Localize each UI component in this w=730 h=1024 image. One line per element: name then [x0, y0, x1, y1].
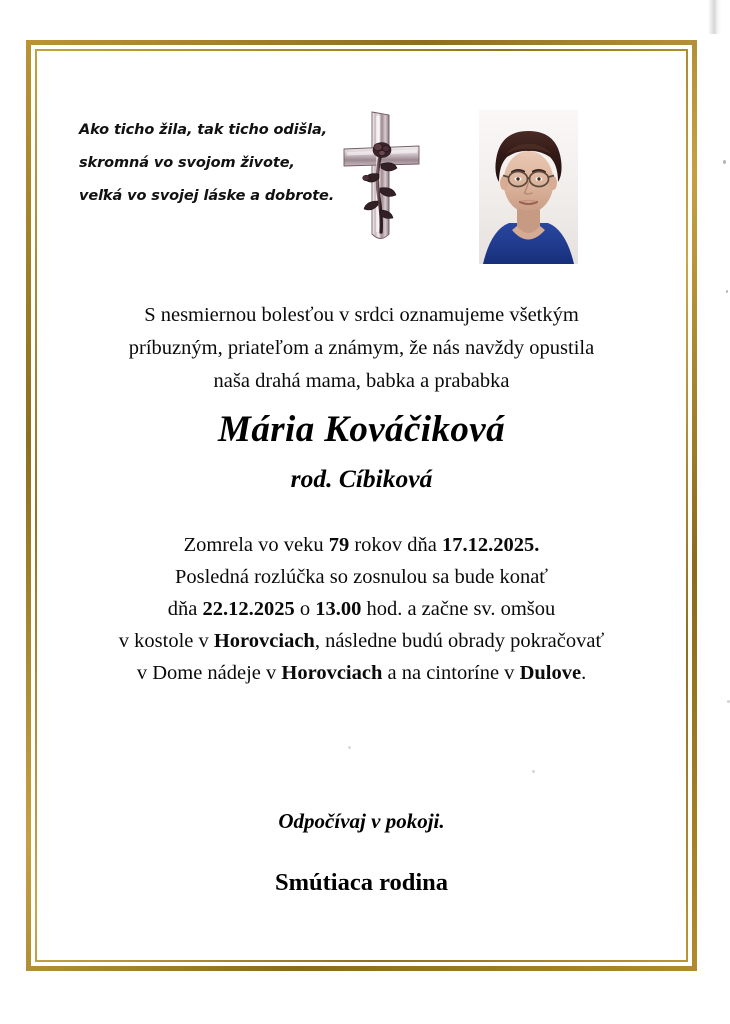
detail-line-ceremony	[37, 593, 686, 625]
deceased-name: Mária Kováčiková	[218, 409, 505, 450]
scan-speck	[726, 290, 728, 293]
rest-in-peace-text: Odpočívaj v pokoji.	[278, 809, 445, 833]
funeral-details	[37, 529, 686, 689]
scan-edge-artifact	[708, 0, 722, 34]
header-row	[37, 51, 686, 276]
detail-church-post: , následne budú obrady pokračovať	[314, 630, 605, 652]
detail-line-burial	[37, 657, 686, 689]
detail-death-mid: rokov dňa	[349, 534, 443, 556]
closing-block	[37, 806, 686, 899]
poem-line-3: veľká vo svojej láske a dobrote.	[79, 188, 335, 204]
poem-line-2: skromná vo svojom živote,	[79, 155, 295, 171]
announcement-content	[37, 51, 686, 960]
detail-ceremony-mid: o	[294, 598, 316, 620]
detail-church-pre: v kostole v	[118, 630, 214, 652]
detail-hall-place: Horovciach	[281, 662, 383, 684]
detail-hall-pre: v Dome nádeje v	[136, 662, 282, 684]
announcement-line-3: naša drahá mama, babka a prababka	[213, 370, 510, 392]
deceased-name-block	[37, 406, 686, 499]
detail-cemetery-place: Dulove	[519, 662, 582, 684]
cross-with-rose-icon	[335, 106, 431, 261]
detail-ceremony-post: hod. a začne sv. omšou	[361, 598, 556, 620]
deceased-maiden-name: rod. Cíbiková	[290, 464, 433, 493]
announcement-line-1: S nesmiernou bolesťou v srdci oznamujeme všetkým	[144, 304, 579, 326]
poem-block	[79, 114, 335, 213]
poem-line-1: Ako ticho žila, tak ticho odišla,	[79, 122, 328, 138]
mourning-family-text: Smútiaca rodina	[274, 869, 449, 896]
portrait-photo	[479, 110, 578, 264]
announcement-text	[37, 299, 686, 398]
detail-line-death	[37, 529, 686, 561]
scan-speck	[723, 160, 726, 164]
detail-funeral-time: 13.00	[315, 598, 362, 620]
detail-death-pre: Zomrela vo veku	[183, 534, 329, 556]
detail-burial-post: .	[581, 662, 587, 684]
detail-church-place: Horovciach	[213, 630, 315, 652]
announcement-line-2: príbuzným, priateľom a známym, že nás navždy opustila	[128, 337, 595, 359]
detail-death-date: 17.12.2025.	[442, 534, 540, 556]
detail-line-farewell: Posledná rozlúčka so zosnulou sa bude konať	[174, 566, 549, 588]
detail-age: 79	[328, 534, 350, 556]
detail-funeral-date: 22.12.2025	[202, 598, 295, 620]
detail-ceremony-pre: dňa	[167, 598, 203, 620]
detail-burial-mid: a na cintoríne v	[382, 662, 520, 684]
detail-line-church	[37, 625, 686, 657]
